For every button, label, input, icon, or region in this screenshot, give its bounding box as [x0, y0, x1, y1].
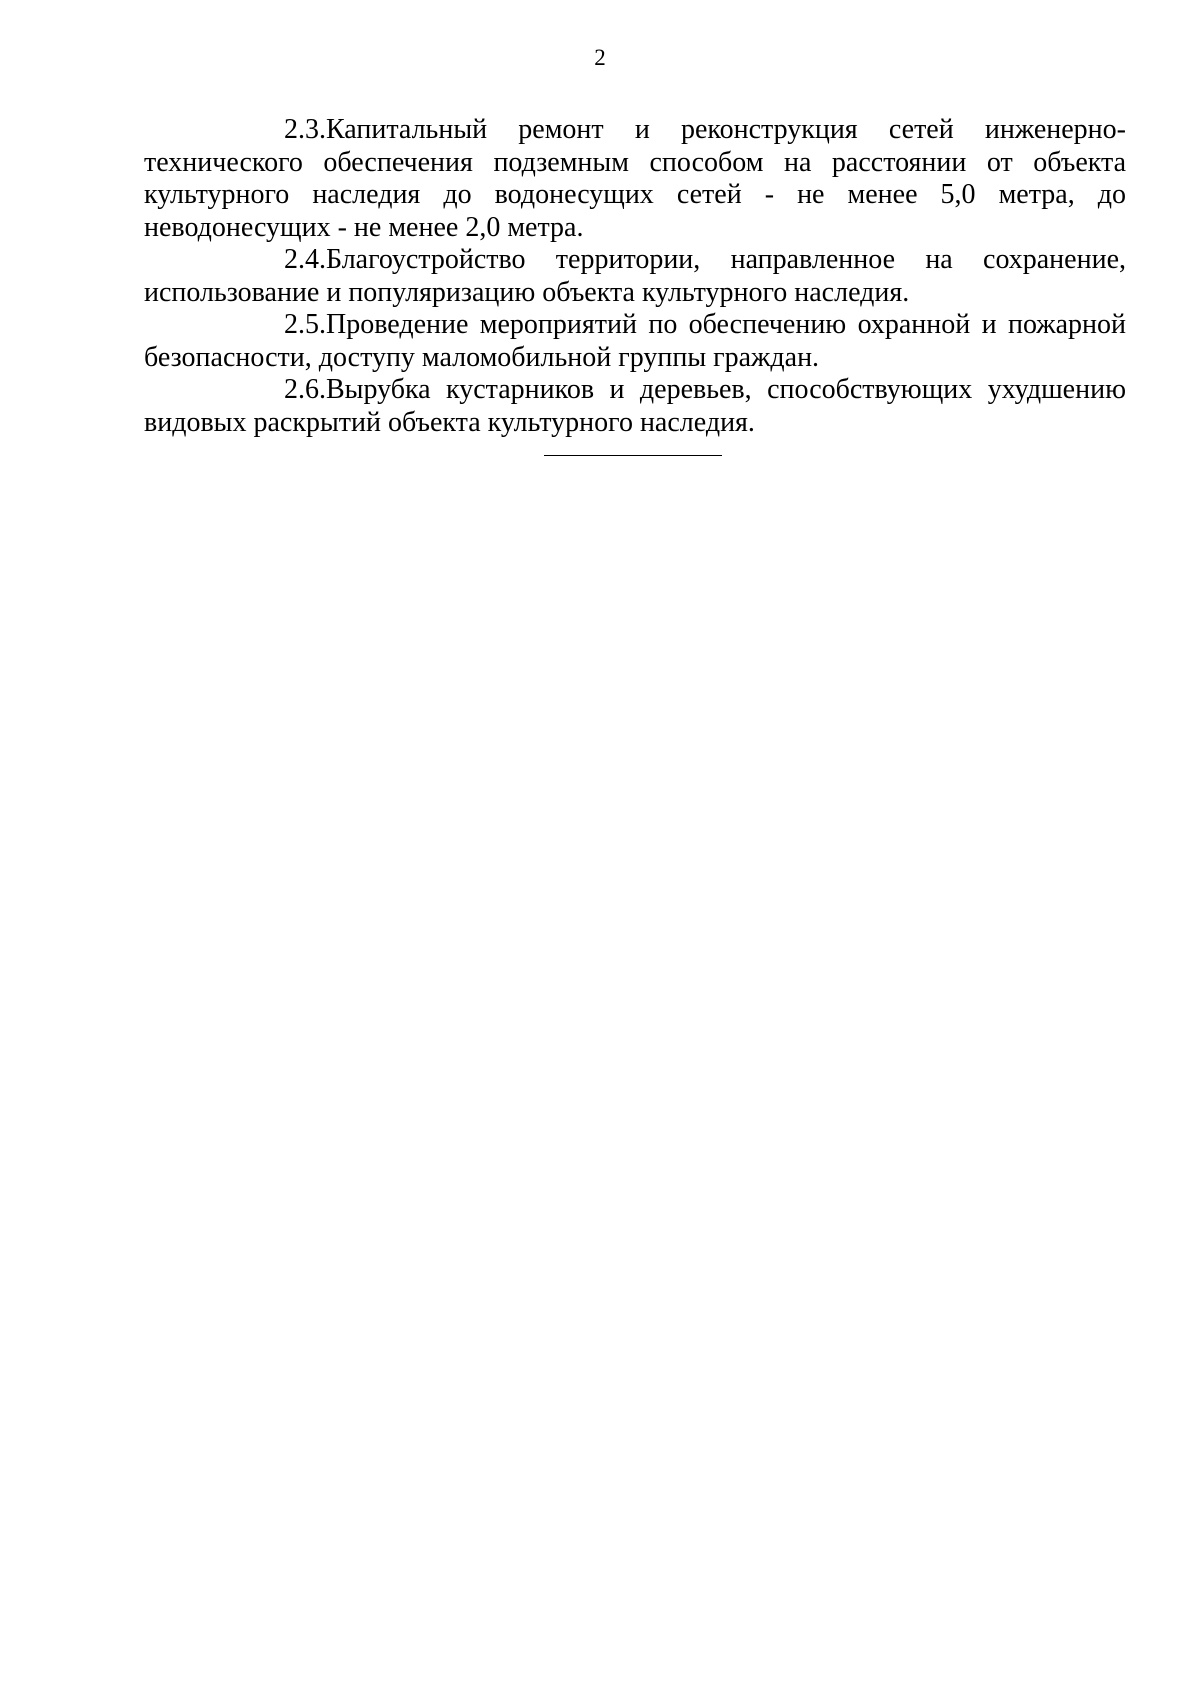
paragraph-2-5 [144, 309, 1126, 374]
paragraph-text: Капитальный ремонт и реконструкция сетей инженерно-технического обеспечения подземным способом на расстоянии от объекта культурного наследия до водонесущих сетей - не менее 5,0 метра, до неводонесущих - не менее 2,0 метра. [144, 114, 1126, 243]
paragraph-text: Благоустройство территории, направленное на сохранение, использование и популяризацию объекта культурного наследия. [144, 244, 1126, 308]
paragraph-number: 2.3. [284, 114, 326, 145]
paragraph-2-6 [144, 374, 1126, 439]
paragraph-2-3 [144, 114, 1126, 244]
page-number: 2 [594, 45, 606, 70]
paragraph-text: Вырубка кустарников и деревьев, способствующих ухудшению видовых раскрытий объекта культурного наследия. [144, 374, 1126, 438]
paragraph-text: Проведение мероприятий по обеспечению охранной и пожарной безопасности, доступу маломобильной группы граждан. [144, 309, 1126, 373]
paragraph-number: 2.6. [284, 374, 326, 405]
paragraph-number: 2.4. [284, 244, 326, 275]
end-divider-line [544, 455, 722, 456]
paragraph-number: 2.5. [284, 309, 326, 340]
document-body [144, 114, 1126, 456]
paragraph-2-4 [144, 244, 1126, 309]
